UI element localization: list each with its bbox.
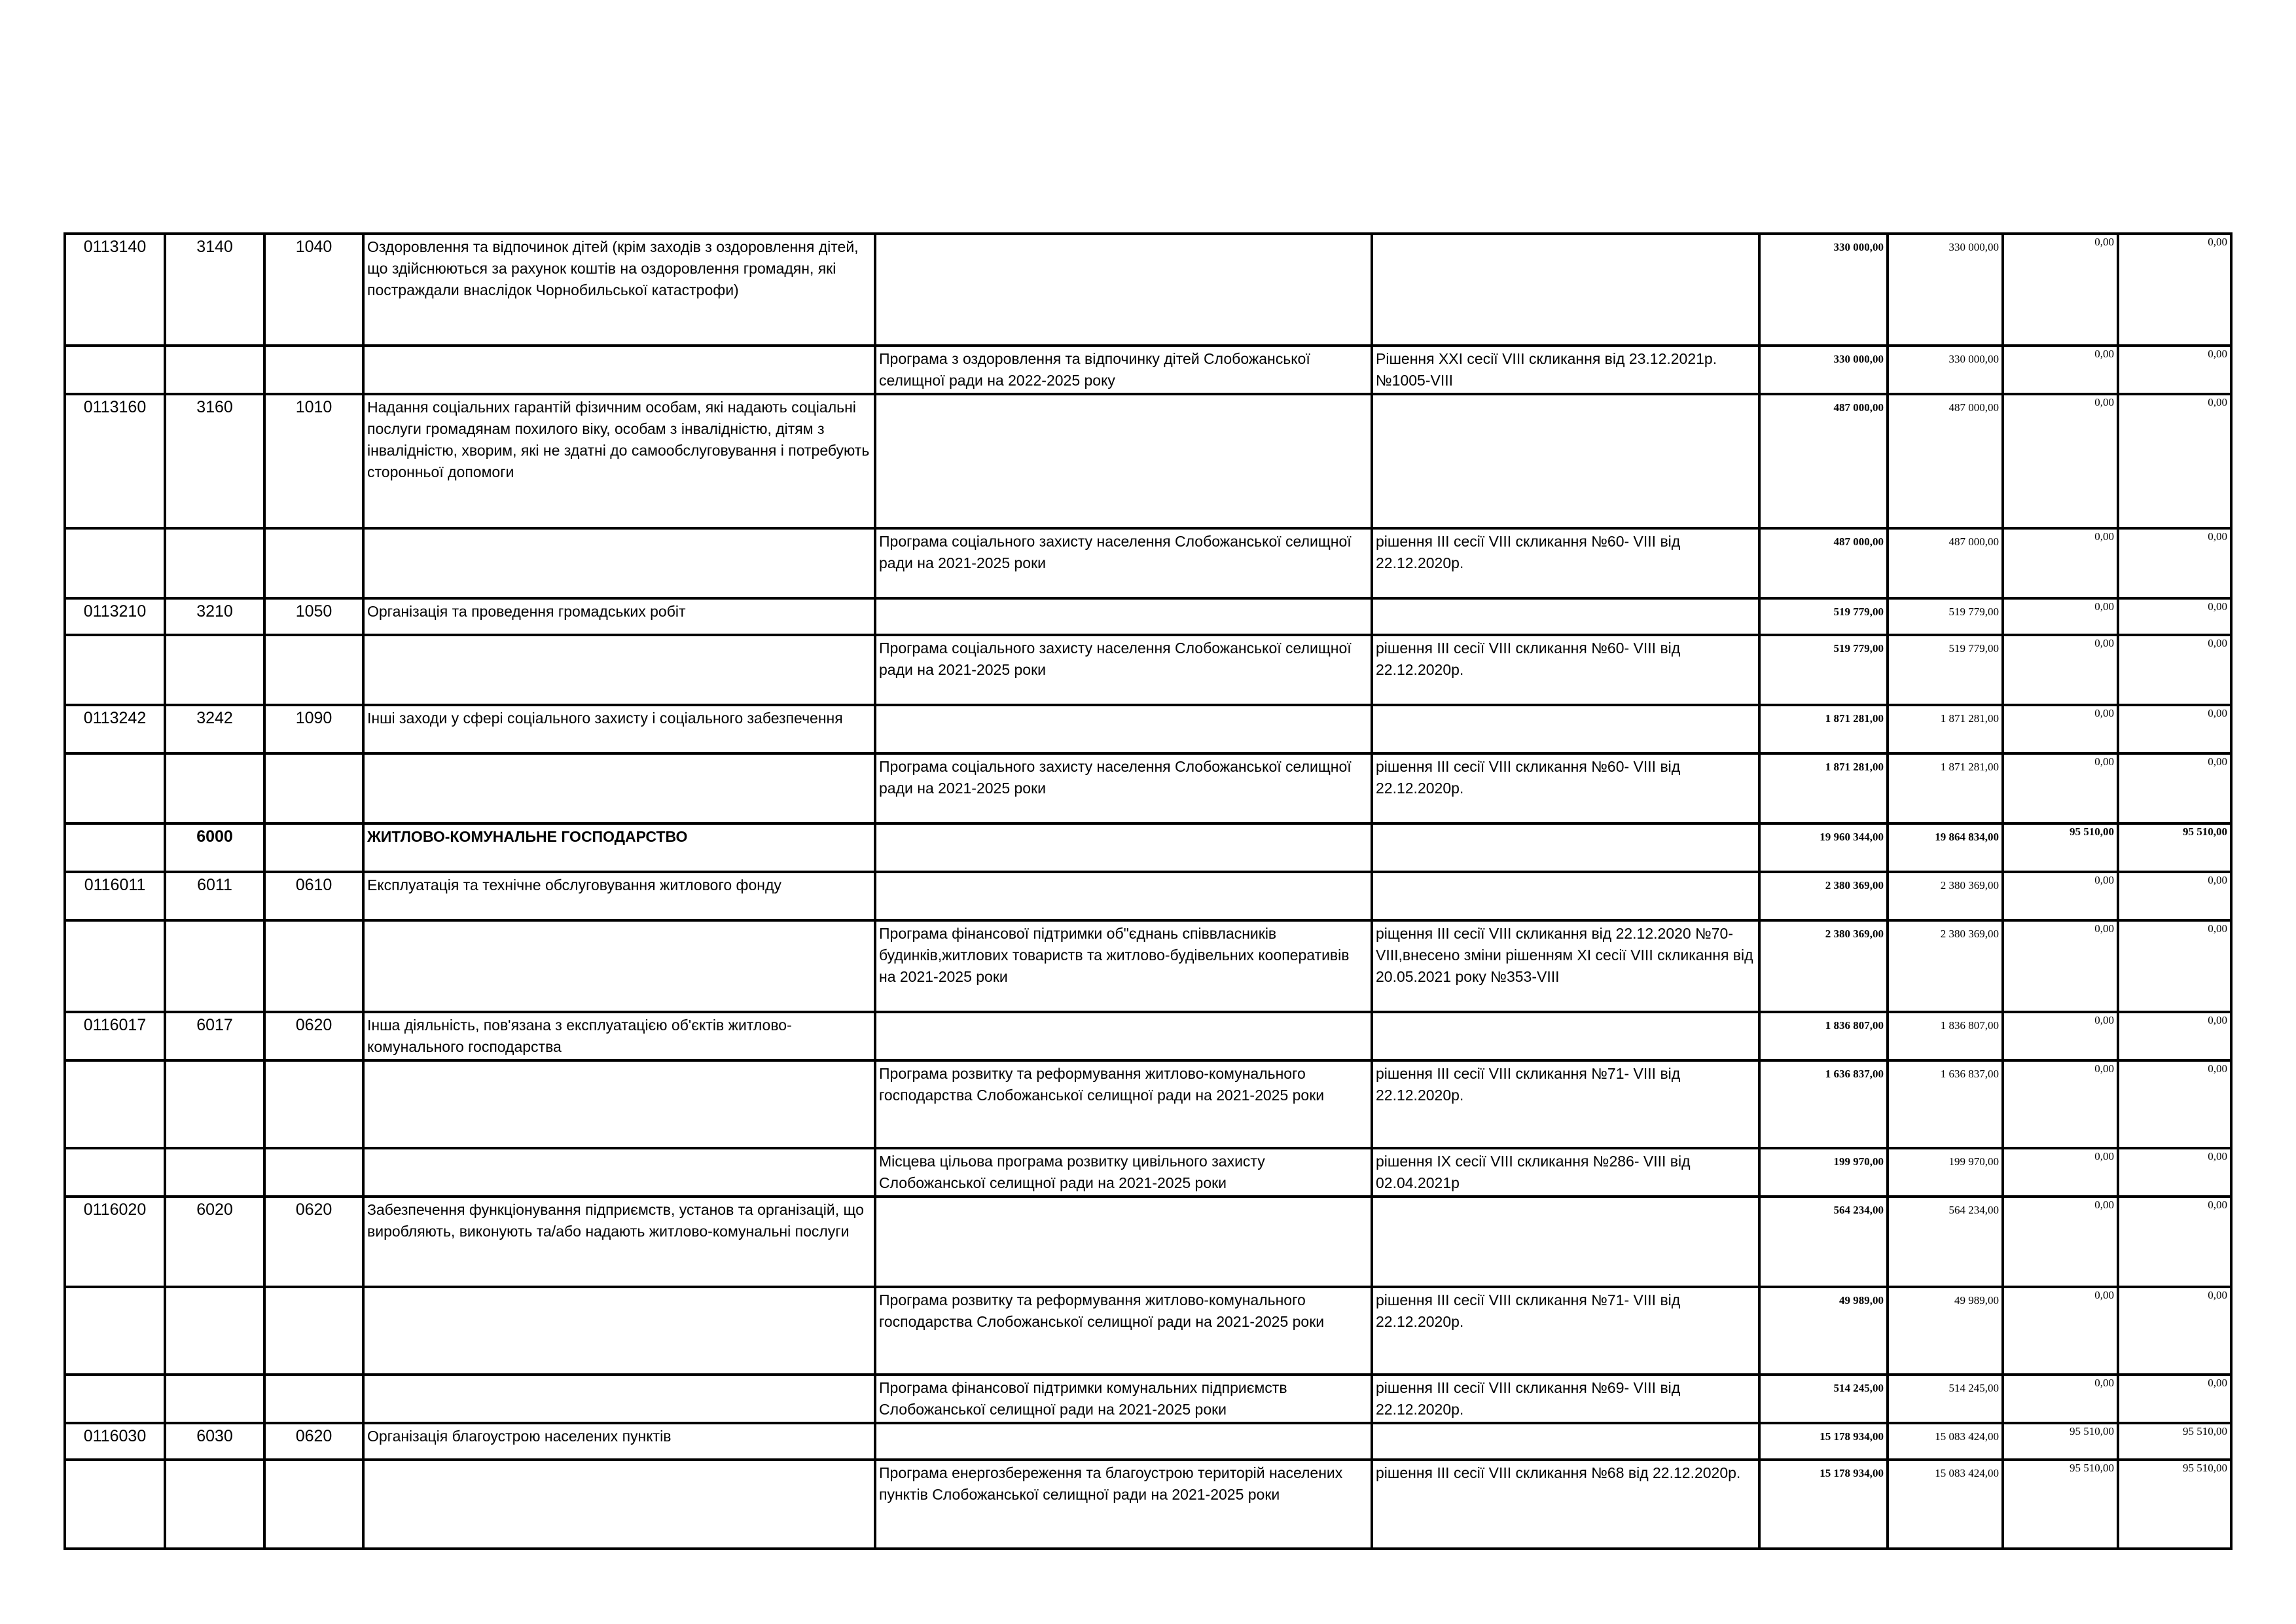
row-special-fund-value: 0,00 (2094, 637, 2114, 649)
row-program (875, 823, 1372, 872)
row-name (363, 635, 875, 705)
row-total: 487 000,00 (1759, 394, 1888, 528)
row-decision (1372, 823, 1759, 872)
row-special-fund-development (2118, 753, 2231, 823)
row-function-code: 1010 (264, 394, 363, 528)
row-name: Забезпечення функціонування підприємств, установ та організацій, що виробляють, виконують та/або надають житлово-комунальні послуги (363, 1197, 875, 1287)
row-general-fund: 330 000,00 (1888, 234, 2003, 346)
row-total: 49 989,00 (1759, 1287, 1888, 1375)
row-special-fund-development (2118, 1148, 2231, 1197)
table-row (65, 346, 2231, 394)
row-total: 519 779,00 (1759, 598, 1888, 635)
row-program: Програма з оздоровлення та відпочинку дітей Слобожанської селищної ради на 2022-2025 року (875, 346, 1372, 394)
row-general-fund: 1 836 807,00 (1888, 1012, 2003, 1060)
row-decision (1372, 1423, 1759, 1460)
row-general-fund: 2 380 369,00 (1888, 872, 2003, 920)
row-program: Програма енергозбереження та благоустрою територій населених пунктів Слобожанської селищної ради на 2021-2025 роки (875, 1460, 1372, 1549)
row-program-code (165, 753, 264, 823)
row-code (65, 1060, 165, 1148)
row-special-fund-development-value: 0,00 (2208, 1062, 2227, 1075)
row-special-fund-development-value: 95 510,00 (2183, 1425, 2227, 1437)
table-row (65, 1375, 2231, 1423)
row-program-code: 3210 (165, 598, 264, 635)
row-code: 0113160 (65, 394, 165, 528)
row-function-code: 0610 (264, 872, 363, 920)
row-function-code (264, 753, 363, 823)
row-special-fund-development (2118, 635, 2231, 705)
row-special-fund-development-value: 0,00 (2208, 1199, 2227, 1211)
row-program: Програма фінансової підтримки об"єднань співвласників будинків,житлових товариств та житлово-будівельних кооперативів на 2021-2025 роки (875, 920, 1372, 1012)
row-total: 514 245,00 (1759, 1375, 1888, 1423)
row-special-fund (2003, 1423, 2118, 1460)
row-code: 0113140 (65, 234, 165, 346)
row-code: 0113242 (65, 705, 165, 753)
row-general-fund: 199 970,00 (1888, 1148, 2003, 1197)
row-special-fund-value: 0,00 (2094, 922, 2114, 935)
row-special-fund-development-value: 0,00 (2208, 236, 2227, 248)
row-decision: ріщення ІІІ сесії VIII скликання від 22.12.2020 №70-VIII,внесено зміни рішенням ХІ сесії VIII скликання від 20.05.2021 року №353-VIII (1372, 920, 1759, 1012)
row-program-code (165, 1287, 264, 1375)
row-program-code: 6020 (165, 1197, 264, 1287)
row-name (363, 1060, 875, 1148)
row-total: 1 836 807,00 (1759, 1012, 1888, 1060)
row-decision (1372, 598, 1759, 635)
row-general-fund: 2 380 369,00 (1888, 920, 2003, 1012)
row-code: 0116017 (65, 1012, 165, 1060)
table-row (65, 1148, 2231, 1197)
row-code (65, 346, 165, 394)
row-name: Оздоровлення та відпочинок дітей (крім заходів з оздоровлення дітей, що здійснюються за рахунок коштів на оздоровлення громадян, які постраждали внаслідок Чорнобильської катастрофи) (363, 234, 875, 346)
row-decision (1372, 1197, 1759, 1287)
row-total: 519 779,00 (1759, 635, 1888, 705)
row-program: Програма соціального захисту населення Слобожанської селищної ради на 2021-2025 роки (875, 528, 1372, 598)
row-special-fund-development (2118, 528, 2231, 598)
row-code (65, 1148, 165, 1197)
table-row (65, 1460, 2231, 1549)
row-special-fund (2003, 346, 2118, 394)
row-function-code (264, 1287, 363, 1375)
table-row (65, 872, 2231, 920)
section-row (65, 823, 2231, 872)
row-name (363, 920, 875, 1012)
row-special-fund (2003, 635, 2118, 705)
row-special-fund (2003, 234, 2118, 346)
budget-table-body (65, 234, 2231, 1549)
row-program (875, 872, 1372, 920)
row-general-fund: 49 989,00 (1888, 1287, 2003, 1375)
row-special-fund (2003, 1287, 2118, 1375)
row-special-fund-development (2118, 1460, 2231, 1549)
row-program-code (165, 528, 264, 598)
row-code: 0116011 (65, 872, 165, 920)
row-special-fund-development-value: 95 510,00 (2183, 1462, 2227, 1474)
row-program-code (165, 1060, 264, 1148)
row-program-code (165, 635, 264, 705)
row-code: 0113210 (65, 598, 165, 635)
row-name (363, 1148, 875, 1197)
row-code (65, 528, 165, 598)
row-decision (1372, 234, 1759, 346)
row-special-fund-development-value: 0,00 (2208, 1150, 2227, 1163)
row-name: Організація благоустрою населених пунктів (363, 1423, 875, 1460)
row-special-fund-development-value: 95 510,00 (2183, 825, 2227, 838)
row-special-fund-value: 0,00 (2094, 396, 2114, 408)
row-decision: рішення ІІІ сесії VIII скликання №71- VIII від 22.12.2020р. (1372, 1287, 1759, 1375)
row-function-code (264, 1148, 363, 1197)
row-program: Програма соціального захисту населення Слобожанської селищної ради на 2021-2025 роки (875, 753, 1372, 823)
row-special-fund-value: 0,00 (2094, 348, 2114, 360)
row-decision: рішення ІХ сесії VIII скликання №286- VIII від 02.04.2021р (1372, 1148, 1759, 1197)
row-special-fund-value: 0,00 (2094, 236, 2114, 248)
row-special-fund-value: 0,00 (2094, 1199, 2114, 1211)
row-function-code (264, 1060, 363, 1148)
row-total: 15 178 934,00 (1759, 1460, 1888, 1549)
table-row (65, 1197, 2231, 1287)
row-program-code: 6017 (165, 1012, 264, 1060)
row-special-fund-development-value: 0,00 (2208, 922, 2227, 935)
row-general-fund: 19 864 834,00 (1888, 823, 2003, 872)
row-program-code: 3140 (165, 234, 264, 346)
row-special-fund-value: 0,00 (2094, 755, 2114, 768)
row-special-fund-development (2118, 920, 2231, 1012)
row-special-fund-value: 0,00 (2094, 1062, 2114, 1075)
table-row (65, 753, 2231, 823)
table-row (65, 1012, 2231, 1060)
row-decision: рішення ІІІ сесії VIII скликання №60- VIII від 22.12.2020р. (1372, 635, 1759, 705)
row-decision: рішення ІІІ сесії VIII скликання №60- VIII від 22.12.2020р. (1372, 753, 1759, 823)
row-general-fund: 514 245,00 (1888, 1375, 2003, 1423)
budget-table (63, 232, 2233, 1550)
table-row (65, 528, 2231, 598)
row-program (875, 394, 1372, 528)
row-special-fund-development-value: 0,00 (2208, 874, 2227, 886)
table-row (65, 234, 2231, 346)
row-program: Місцева цільова програма розвитку цивільного захисту Слобожанської селищної ради на 2021-2025 роки (875, 1148, 1372, 1197)
row-decision: рішення ІІІ сесії VIII скликання №71- VIII від 22.12.2020р. (1372, 1060, 1759, 1148)
row-special-fund-development (2118, 394, 2231, 528)
row-total: 564 234,00 (1759, 1197, 1888, 1287)
row-code (65, 635, 165, 705)
row-function-code: 0620 (264, 1012, 363, 1060)
row-special-fund-development (2118, 1197, 2231, 1287)
row-special-fund-value: 95 510,00 (2070, 1462, 2114, 1474)
row-program (875, 705, 1372, 753)
row-name (363, 753, 875, 823)
row-name (363, 528, 875, 598)
row-program-code: 3160 (165, 394, 264, 528)
row-decision: рішення ІІІ сесії VIII скликання №69- VIII від 22.12.2020р. (1372, 1375, 1759, 1423)
row-general-fund: 487 000,00 (1888, 394, 2003, 528)
row-general-fund: 1 636 837,00 (1888, 1060, 2003, 1148)
row-name (363, 1460, 875, 1549)
row-function-code: 1090 (264, 705, 363, 753)
row-name (363, 1287, 875, 1375)
row-function-code (264, 1375, 363, 1423)
row-program: Програма фінансової підтримки комунальних підприємств Слобожанської селищної ради на 2021-2025 роки (875, 1375, 1372, 1423)
row-decision: рішення ІІІ сесії VIII скликання №60- VIII від 22.12.2020р. (1372, 528, 1759, 598)
row-special-fund-development (2118, 705, 2231, 753)
row-special-fund-development (2118, 1423, 2231, 1460)
row-special-fund-value: 0,00 (2094, 1289, 2114, 1301)
row-code (65, 1375, 165, 1423)
row-total: 2 380 369,00 (1759, 872, 1888, 920)
row-special-fund-value: 0,00 (2094, 707, 2114, 719)
row-function-code: 1050 (264, 598, 363, 635)
row-name (363, 1375, 875, 1423)
row-special-fund-value: 95 510,00 (2070, 825, 2114, 838)
row-function-code (264, 823, 363, 872)
row-program (875, 1197, 1372, 1287)
row-code: 0116020 (65, 1197, 165, 1287)
table-row (65, 920, 2231, 1012)
row-special-fund-value: 0,00 (2094, 600, 2114, 613)
row-special-fund (2003, 1060, 2118, 1148)
row-total: 1 871 281,00 (1759, 705, 1888, 753)
row-special-fund (2003, 920, 2118, 1012)
row-program-code (165, 920, 264, 1012)
row-special-fund-value: 0,00 (2094, 1150, 2114, 1163)
row-special-fund (2003, 705, 2118, 753)
row-special-fund-value: 0,00 (2094, 1014, 2114, 1026)
row-program-code: 6000 (165, 823, 264, 872)
row-name (363, 346, 875, 394)
row-general-fund: 15 083 424,00 (1888, 1423, 2003, 1460)
table-row (65, 1287, 2231, 1375)
row-general-fund: 330 000,00 (1888, 346, 2003, 394)
row-special-fund (2003, 1148, 2118, 1197)
row-special-fund-development-value: 0,00 (2208, 755, 2227, 768)
row-special-fund (2003, 823, 2118, 872)
row-special-fund-development-value: 0,00 (2208, 707, 2227, 719)
row-program-code (165, 346, 264, 394)
row-name: ЖИТЛОВО-КОМУНАЛЬНЕ ГОСПОДАРСТВО (363, 823, 875, 872)
row-code (65, 753, 165, 823)
row-function-code (264, 528, 363, 598)
table-row (65, 598, 2231, 635)
row-special-fund-value: 0,00 (2094, 874, 2114, 886)
row-special-fund-value: 0,00 (2094, 1377, 2114, 1389)
row-special-fund-development-value: 0,00 (2208, 1289, 2227, 1301)
row-special-fund-development (2118, 598, 2231, 635)
row-special-fund (2003, 872, 2118, 920)
row-special-fund-development-value: 0,00 (2208, 396, 2227, 408)
row-special-fund-development (2118, 872, 2231, 920)
row-special-fund-development (2118, 346, 2231, 394)
row-special-fund-development (2118, 234, 2231, 346)
row-decision: Рішення ХХІ сесії VIII скликання від 23.12.2021р. №1005-VIII (1372, 346, 1759, 394)
row-decision (1372, 872, 1759, 920)
row-general-fund: 519 779,00 (1888, 598, 2003, 635)
row-total: 15 178 934,00 (1759, 1423, 1888, 1460)
row-total: 199 970,00 (1759, 1148, 1888, 1197)
row-name: Експлуатація та технічне обслуговування житлового фонду (363, 872, 875, 920)
row-special-fund-development-value: 0,00 (2208, 348, 2227, 360)
row-program (875, 234, 1372, 346)
row-special-fund-development (2118, 1287, 2231, 1375)
row-general-fund: 1 871 281,00 (1888, 753, 2003, 823)
table-row (65, 394, 2231, 528)
row-decision (1372, 394, 1759, 528)
row-function-code (264, 346, 363, 394)
row-special-fund-development (2118, 1060, 2231, 1148)
row-special-fund (2003, 1375, 2118, 1423)
row-program (875, 1012, 1372, 1060)
table-row (65, 1060, 2231, 1148)
row-code (65, 823, 165, 872)
row-special-fund-value: 95 510,00 (2070, 1425, 2114, 1437)
row-special-fund-development-value: 0,00 (2208, 637, 2227, 649)
row-general-fund: 1 871 281,00 (1888, 705, 2003, 753)
row-function-code (264, 1460, 363, 1549)
row-decision (1372, 705, 1759, 753)
row-program (875, 1423, 1372, 1460)
row-program-code: 6030 (165, 1423, 264, 1460)
row-decision (1372, 1012, 1759, 1060)
row-special-fund (2003, 1460, 2118, 1549)
row-special-fund (2003, 1012, 2118, 1060)
row-total: 1 636 837,00 (1759, 1060, 1888, 1148)
row-program-code: 3242 (165, 705, 264, 753)
row-name: Інша діяльність, пов'язана з експлуатацією об'єктів житлово-комунального господарства (363, 1012, 875, 1060)
row-special-fund-value: 0,00 (2094, 530, 2114, 543)
row-function-code (264, 920, 363, 1012)
row-total: 1 871 281,00 (1759, 753, 1888, 823)
row-total: 330 000,00 (1759, 346, 1888, 394)
row-special-fund-development-value: 0,00 (2208, 1377, 2227, 1389)
row-program-code (165, 1460, 264, 1549)
row-program (875, 598, 1372, 635)
row-special-fund-development (2118, 1375, 2231, 1423)
row-decision: рішення ІІІ сесії VIII скликання №68 від 22.12.2020р. (1372, 1460, 1759, 1549)
row-general-fund: 15 083 424,00 (1888, 1460, 2003, 1549)
row-general-fund: 564 234,00 (1888, 1197, 2003, 1287)
row-code: 0116030 (65, 1423, 165, 1460)
row-program: Програма розвитку та реформування житлово-комунального господарства Слобожанської селищної ради на 2021-2025 роки (875, 1287, 1372, 1375)
row-special-fund (2003, 753, 2118, 823)
row-total: 330 000,00 (1759, 234, 1888, 346)
row-special-fund (2003, 1197, 2118, 1287)
table-row (65, 705, 2231, 753)
table-row (65, 635, 2231, 705)
row-special-fund-development (2118, 823, 2231, 872)
row-function-code (264, 635, 363, 705)
row-special-fund-development-value: 0,00 (2208, 530, 2227, 543)
row-code (65, 920, 165, 1012)
row-function-code: 0620 (264, 1197, 363, 1287)
row-special-fund-development-value: 0,00 (2208, 600, 2227, 613)
row-general-fund: 519 779,00 (1888, 635, 2003, 705)
row-general-fund: 487 000,00 (1888, 528, 2003, 598)
row-function-code: 0620 (264, 1423, 363, 1460)
row-program: Програма соціального захисту населення Слобожанської селищної ради на 2021-2025 роки (875, 635, 1372, 705)
row-total: 487 000,00 (1759, 528, 1888, 598)
row-name: Інші заходи у сфері соціального захисту і соціального забезпечення (363, 705, 875, 753)
row-special-fund (2003, 528, 2118, 598)
row-program-code (165, 1148, 264, 1197)
row-special-fund-development (2118, 1012, 2231, 1060)
row-program-code: 6011 (165, 872, 264, 920)
row-total: 19 960 344,00 (1759, 823, 1888, 872)
row-name: Надання соціальних гарантій фізичним особам, які надають соціальні послуги громадянам похилого віку, особам з інвалідністю, дітям з інвалідністю, хворим, які не здатні до самообслуговування і потребують сторонньої допомоги (363, 394, 875, 528)
row-code (65, 1287, 165, 1375)
row-function-code: 1040 (264, 234, 363, 346)
row-code (65, 1460, 165, 1549)
row-special-fund-development-value: 0,00 (2208, 1014, 2227, 1026)
row-special-fund (2003, 394, 2118, 528)
row-total: 2 380 369,00 (1759, 920, 1888, 1012)
table-row (65, 1423, 2231, 1460)
row-name: Організація та проведення громадських робіт (363, 598, 875, 635)
row-program-code (165, 1375, 264, 1423)
row-special-fund (2003, 598, 2118, 635)
row-program: Програма розвитку та реформування житлово-комунального господарства Слобожанської селищної ради на 2021-2025 роки (875, 1060, 1372, 1148)
